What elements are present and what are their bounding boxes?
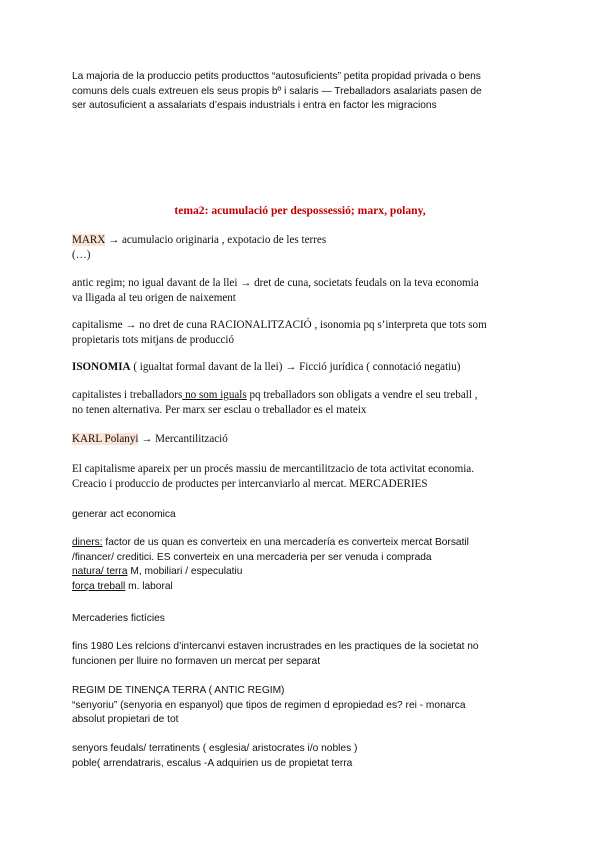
senyors-line-2: poble( arrendatraris, escalus -A adquirien us de propietat terra [72, 757, 353, 769]
capitalistes-start: capitalistes i treballadors [72, 389, 183, 401]
capitalistes-line-2: no tenen alternativa. Per marx ser esclau o treballador es el mateix [72, 404, 367, 417]
diners-term: diners: [72, 537, 103, 548]
isonomia-paragraph [72, 360, 530, 375]
generar-line: generar act economica [72, 509, 176, 520]
capitalistes-underlined: no som iguals [182, 389, 247, 401]
natura-terra-term: natura/ terra [72, 566, 128, 578]
antic-regim-line-1: antic regim; no igual davant de la llei → dret de cuna, societats feudals on la teva economia [72, 277, 479, 289]
forca-treball-rest: m. laboral [125, 580, 173, 592]
section-title: tema2: acumulació per despossessió; marx, polany, [174, 204, 426, 217]
intro-line-3: ser autosuficient a assalariats d’espais industrials i entra en factor les migracions [72, 100, 437, 112]
regim-heading: REGIM DE TINENÇA TERRA ( ANTIC REGIM) [72, 685, 285, 696]
isonomia-term: ISONOMIA [72, 361, 131, 373]
capitalisme-paragraph [72, 318, 530, 348]
capitalisme-apareix-line-2: Creacio i produccio de productes per intercanviarlo al mercat. MERCADERIES [72, 478, 428, 491]
regim-line-1: “senyoriu” (senyoria en espanyol) que tipos de regimen d epropiedad es? rei - monarca [72, 699, 466, 711]
intro-line-2: comuns dels cuals extreuen els seus propis bº i salaris — Treballadors asalariats pasen de [72, 85, 482, 97]
senyors-line-1: senyors feudals/ terratinents ( esglesia/ aristocrates i/o nobles ) [72, 743, 358, 754]
capitalisme-line-2: propietaris tots mitjans de producció [72, 334, 235, 347]
intro-line-1: La majoria de la produccio petits producttos “autosuficients” petita propidad privada o bens [72, 71, 481, 82]
forca-treball-line [72, 580, 530, 595]
diners-line-2: /financer/ creditici. ES converteix en una mercaderia per ser venuda i comprada [72, 551, 432, 563]
regim-paragraph [72, 684, 530, 728]
antic-regim-paragraph [72, 276, 530, 306]
senyors-paragraph [72, 742, 530, 771]
fins-1980-line-2: funcionen per lluire no formaven un mercat per separat [72, 655, 321, 667]
isonomia-rest: ( igualtat formal davant de la llei) → Ficció jurídica ( connotació negatiu) [130, 361, 461, 373]
regim-line-2: absolut propietari de tot [72, 714, 179, 726]
capitalistes-paragraph [72, 388, 530, 418]
marx-ellipsis: (…) [72, 249, 91, 262]
marx-rest: → acumulacio originaria , expotacio de les terres [105, 234, 327, 246]
capitalisme-line-1: capitalisme → no dret de cuna RACIONALITZACIÓ , isonomia pq s’interpreta que tots som [72, 319, 487, 331]
fins-1980-line-1: fins 1980 Les relcions d’intercanvi estaven incrustrades en les practiques de la societat no [72, 641, 479, 652]
capitalistes-line-1 [72, 388, 530, 403]
forca-treball-term: força treball [72, 580, 126, 592]
polanyi-highlight: KARL Polanyi [72, 433, 139, 445]
fictitious-line: Mercaderies fictícies [72, 613, 165, 624]
capitalisme-apareix-paragraph [72, 462, 530, 492]
marx-highlight: MARX [72, 234, 106, 246]
fictitious-heading [72, 612, 530, 627]
diners-rest: factor de us quan es converteix en una mercadería es converteix mercat Borsatil [102, 537, 469, 548]
natura-terra-rest: M, mobiliari / especulatiu [127, 566, 243, 578]
capitalistes-end: pq treballadors son obligats a vendre el seu treball , [246, 389, 478, 401]
generar-paragraph [72, 508, 530, 523]
polanyi-rest: → Mercantilització [138, 433, 228, 445]
marx-paragraph [72, 233, 530, 263]
polanyi-paragraph [72, 432, 530, 447]
natura-terra-line [72, 565, 530, 580]
antic-regim-line-2: va lligada al teu origen de naixement [72, 292, 236, 305]
fins-1980-paragraph [72, 640, 530, 669]
isonomia-line [72, 360, 530, 375]
diners-line-1 [72, 536, 530, 551]
polanyi-line [72, 432, 530, 447]
intro-paragraph [72, 70, 530, 114]
capitalisme-apareix-line-1: El capitalisme apareix per un procés massiu de mercantilitzacio de tota activitat economia. [72, 463, 474, 475]
diners-paragraph [72, 536, 530, 594]
marx-line [72, 233, 530, 248]
